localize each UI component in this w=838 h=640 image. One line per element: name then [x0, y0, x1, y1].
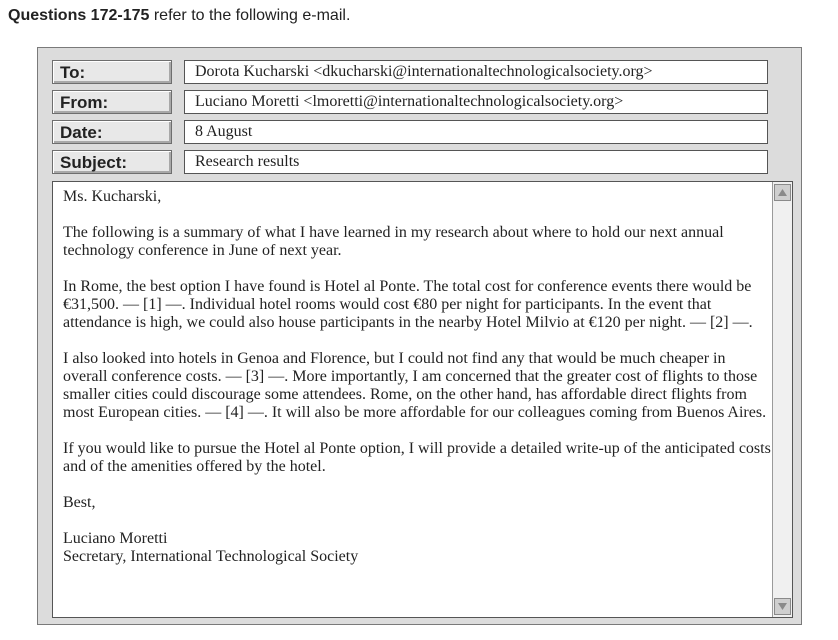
caption-text: refer to the following e-mail. — [149, 7, 351, 24]
email-body[interactable] — [52, 181, 793, 618]
email-window — [37, 47, 802, 625]
salutation: Ms. Kucharski, — [63, 188, 162, 205]
date-row — [52, 120, 768, 146]
question-range: Questions 172-175 — [8, 7, 150, 24]
to-field[interactable]: Dorota Kucharski <dkucharski@internationaltechnologicalsociety.org> — [184, 60, 768, 84]
from-field[interactable]: Luciano Moretti <lmoretti@internationaltechnologicalsociety.org> — [184, 90, 768, 114]
subject-field[interactable]: Research results — [184, 150, 768, 174]
question-caption — [8, 7, 350, 25]
date-field[interactable]: 8 August — [184, 120, 768, 144]
from-label: From: — [52, 90, 172, 114]
vertical-scrollbar[interactable] — [772, 182, 792, 617]
paragraph-genoa-florence: I also looked into hotels in Genoa and Florence, but I could not find any that would be much cheaper in overall conference costs. — [3] —. More importantly, I am concerned that the greater cost of flights to those smaller cities could discourage some attendees. Rome, on the other hand, has affordable direct flights from most European cities. — [4] —. It will also be more affordable for our colleagues coming from Buenos Aires. — [63, 350, 767, 421]
to-row — [52, 60, 768, 86]
closing: Best, — [63, 494, 96, 511]
triangle-down-icon — [777, 601, 788, 612]
subject-row — [52, 150, 768, 176]
paragraph-pursue: If you would like to pursue the Hotel al Ponte option, I will provide a detailed write-up of the anticipated costs and of the amenities offered by the hotel. — [63, 440, 771, 475]
scroll-down-button[interactable] — [774, 598, 791, 615]
signature-title: Secretary, International Technological Society — [63, 548, 359, 565]
to-label: To: — [52, 60, 172, 84]
paragraph-summary: The following is a summary of what I have learned in my research about where to hold our next annual technology conference in June of next year. — [63, 224, 724, 259]
date-label: Date: — [52, 120, 172, 144]
paragraph-rome: In Rome, the best option I have found is Hotel al Ponte. The total cost for conference events there would be €31,500. — [1] —. Individual hotel rooms would cost €80 per night for participants. In the event that attendance is high, we could also house participants in the nearby Hotel Milvio at €120 per night. — [2] —. — [63, 278, 753, 331]
from-row — [52, 90, 768, 116]
subject-label: Subject: — [52, 150, 172, 174]
signature-name: Luciano Moretti — [63, 530, 168, 547]
triangle-up-icon — [777, 187, 788, 198]
email-body-text — [63, 188, 771, 566]
scroll-up-button[interactable] — [774, 184, 791, 201]
